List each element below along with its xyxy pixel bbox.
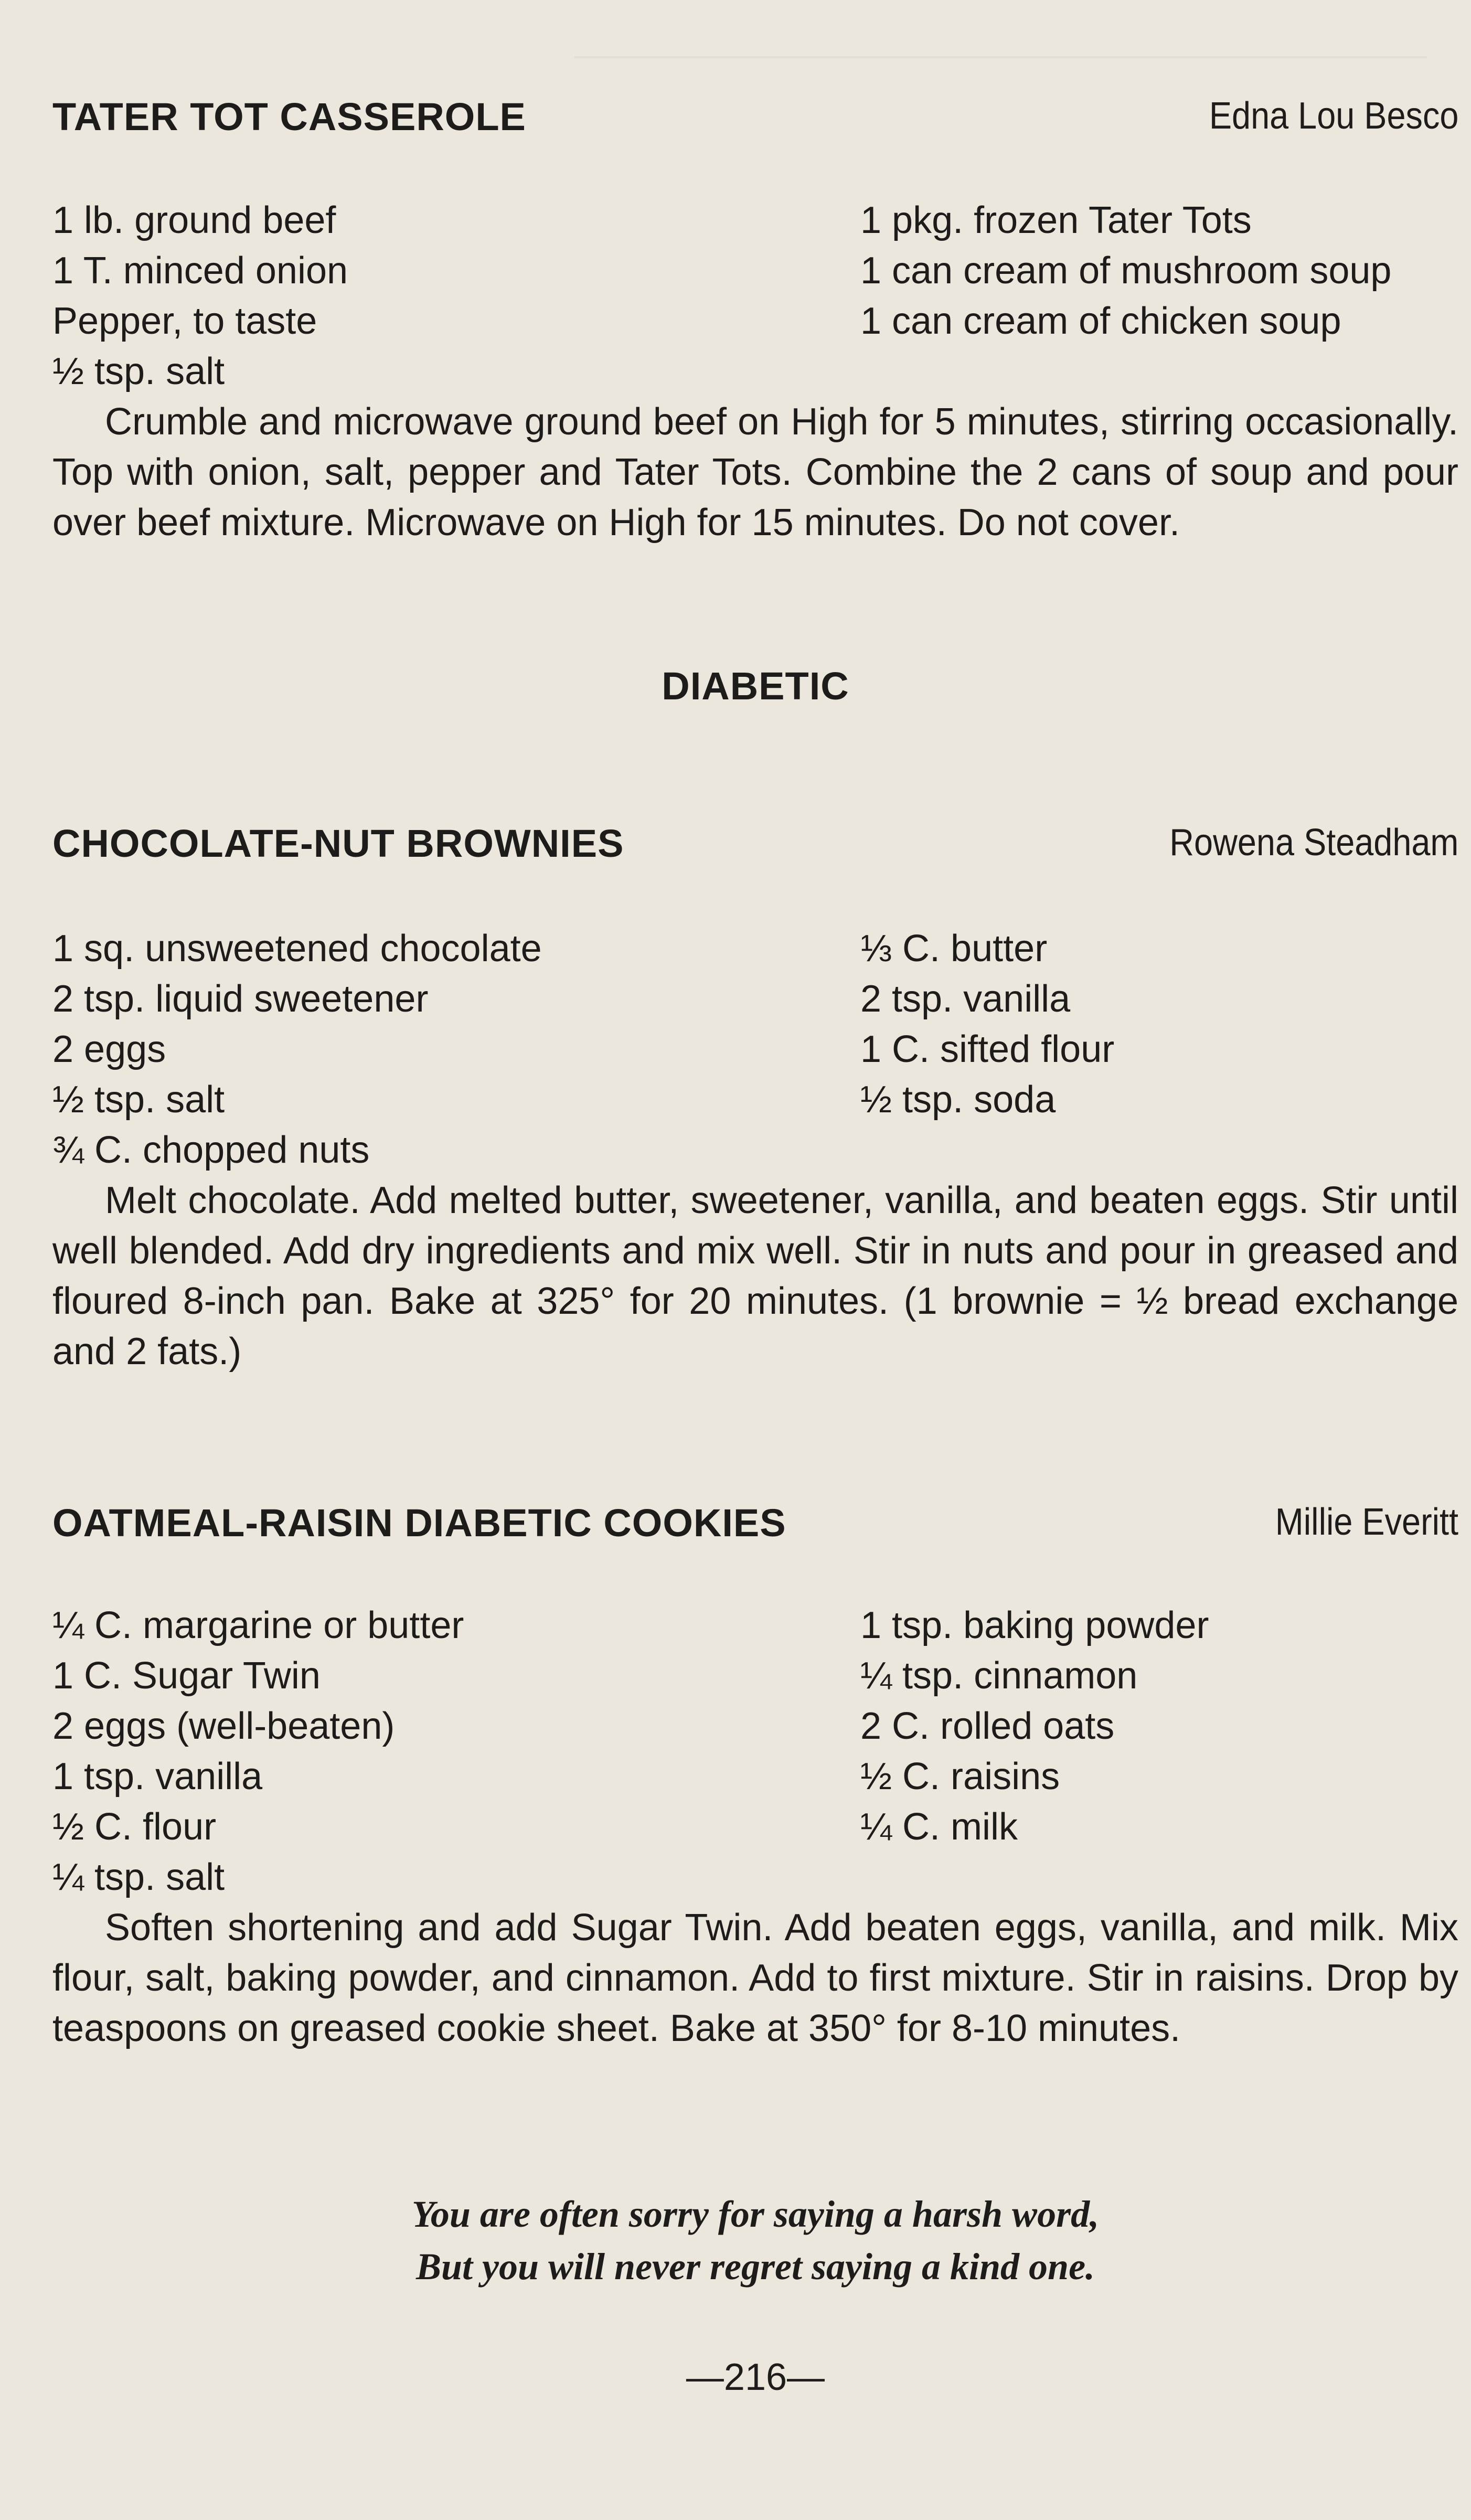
ingredient: 1 sq. unsweetened chocolate [52,928,542,970]
recipe-author: Rowena Steadham [1169,822,1458,864]
ingredient: Pepper, to taste [52,300,317,342]
ingredient-list-right [860,1600,1209,1852]
recipe-directions: Melt chocolate. Add melted butter, sweetener, vanilla, and beaten eggs. Stir until well blended. Add dry ingredients and mix well. Stir in nuts and pour in greased and floured 8-inch pan. Bake at 325° for 20 minutes. (1 brownie = ½ bread exchange and 2 fats.) [52,1179,1458,1373]
recipe-title: OATMEAL-RAISIN DIABETIC COOKIES [52,1501,786,1545]
ingredient: 2 eggs [52,1028,166,1070]
cookbook-page [52,0,1458,2520]
ingredient: 2 eggs (well-beaten) [52,1705,395,1747]
closing-quote [52,2188,1458,2293]
recipe-title: CHOCOLATE-NUT BROWNIES [52,822,624,865]
ingredient: 1 T. minced onion [52,250,348,292]
recipe-author: Edna Lou Besco [1209,95,1458,137]
section-heading: DIABETIC [662,664,849,708]
ingredient: ½ tsp. soda [860,1079,1056,1121]
ingredient: ⅓ C. butter [860,928,1048,970]
ingredient: ¼ tsp. salt [52,1856,225,1898]
ingredient-list-left [52,1600,464,1902]
ingredient: 1 lb. ground beef [52,199,336,241]
ingredient: ¼ tsp. cinnamon [860,1655,1138,1697]
recipe-title: TATER TOT CASSEROLE [52,95,526,139]
quote-line: But you will never regret saying a kind one. [415,2246,1095,2288]
ingredient: ½ tsp. salt [52,350,225,392]
ingredient: 2 tsp. vanilla [860,978,1071,1020]
ingredient-list-right [860,195,1391,346]
quote-line: You are often sorry for saying a harsh word, [411,2193,1100,2235]
ingredient: ¾ C. chopped nuts [52,1129,370,1171]
ingredient: 1 tsp. baking powder [860,1604,1209,1646]
ingredient: 1 can cream of mushroom soup [860,250,1392,292]
recipe-author: Millie Everitt [1275,1501,1458,1543]
ingredient: 1 can cream of chicken soup [860,300,1341,342]
ingredient: ½ C. raisins [860,1756,1060,1798]
recipe-directions: Soften shortening and add Sugar Twin. Add beaten eggs, vanilla, and milk. Mix flour, salt, baking powder, and cinnamon. Add to first mixture. Stir in raisins. Drop by teaspoons on greased cookie sheet. Bake at 350° for 8-10 minutes. [52,1907,1458,2049]
ingredient: 1 tsp. vanilla [52,1756,263,1798]
ingredient: 1 pkg. frozen Tater Tots [860,199,1252,241]
page-number: —216— [686,2356,825,2398]
ingredient-list-left [52,195,348,397]
recipe-directions: Crumble and microwave ground beef on High for 5 minutes, stirring occasionally. Top with onion, salt, pepper and Tater Tots. Combine the 2 cans of soup and pour over beef mixture. Microwave on High for 15 minutes. Do not cover. [52,401,1458,544]
ingredient-list-left [52,923,542,1175]
ingredient: ¼ C. milk [860,1806,1018,1848]
ingredient: 1 C. sifted flour [860,1028,1115,1070]
ingredient: 2 C. rolled oats [860,1705,1115,1747]
ingredient: 1 C. Sugar Twin [52,1655,321,1697]
ingredient: 2 tsp. liquid sweetener [52,978,429,1020]
ingredient: ½ tsp. salt [52,1079,225,1121]
ingredient: ¼ C. margarine or butter [52,1604,464,1646]
ingredient: ½ C. flour [52,1806,217,1848]
ingredient-list-right [860,923,1114,1125]
bleed-through-texture: ───────────────────────────────────── [574,38,1427,75]
